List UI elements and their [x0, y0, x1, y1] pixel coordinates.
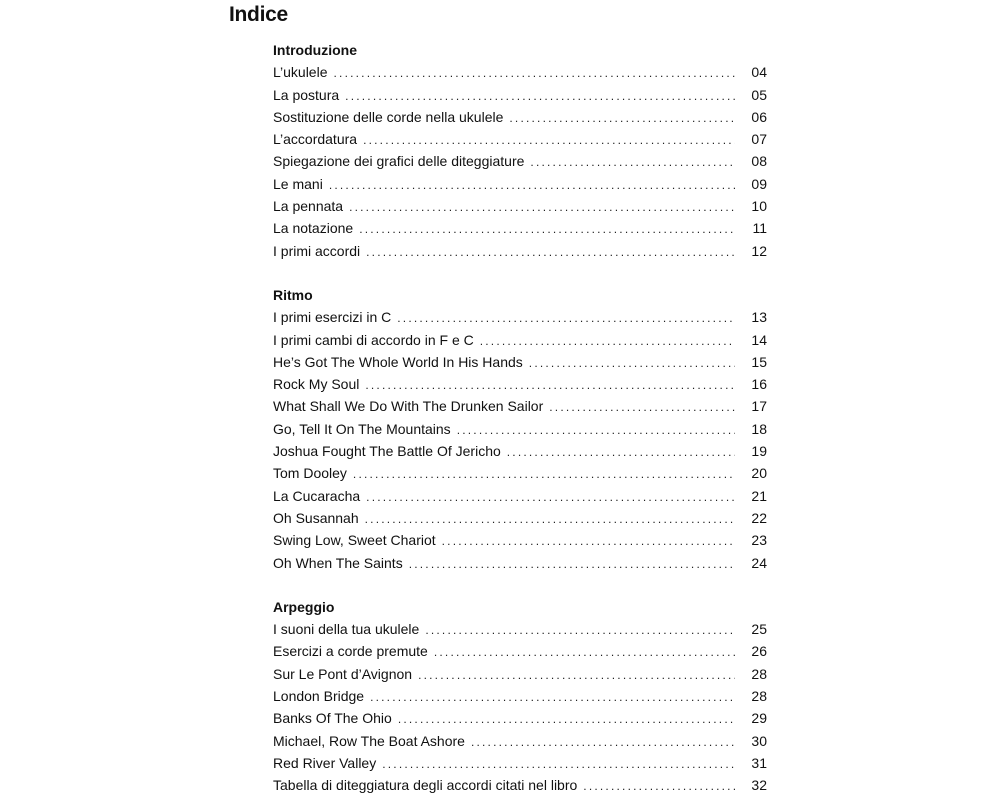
entry-title: I primi esercizi in C — [273, 309, 392, 326]
toc-entry[interactable] — [273, 640, 767, 662]
dot-leader — [471, 731, 735, 753]
entry-title: Tom Dooley — [273, 465, 347, 482]
dot-leader — [397, 307, 735, 329]
entry-page-number: 23 — [751, 532, 767, 549]
entry-page-number: 30 — [751, 732, 767, 749]
dot-leader — [530, 151, 735, 173]
dot-leader — [363, 129, 735, 151]
entry-page-number: 25 — [751, 621, 767, 638]
entry-page-number: 16 — [751, 376, 767, 393]
toc-entry[interactable] — [273, 462, 767, 484]
toc-entry[interactable] — [273, 707, 767, 729]
toc-entry[interactable] — [273, 663, 767, 685]
entry-page-number: 18 — [751, 420, 767, 437]
entry-title: Sur Le Pont d’Avignon — [273, 665, 413, 682]
entry-page-number: 26 — [751, 643, 767, 660]
entry-page-number: 20 — [751, 465, 767, 482]
entry-page-number: 15 — [751, 353, 767, 370]
toc-entry[interactable] — [273, 217, 767, 239]
dot-leader — [349, 196, 735, 218]
dot-leader — [425, 619, 735, 641]
dot-leader — [345, 85, 735, 107]
toc-entry[interactable] — [273, 128, 767, 150]
entry-title: I suoni della tua ukulele — [273, 621, 420, 638]
entry-title: Banks Of The Ohio — [273, 710, 392, 727]
toc-entry[interactable] — [273, 440, 767, 462]
dot-leader — [365, 508, 735, 530]
entry-title: L’accordatura — [273, 131, 358, 148]
entry-title: Joshua Fought The Battle Of Jericho — [273, 443, 501, 460]
entry-page-number: 29 — [751, 710, 767, 727]
dot-leader — [418, 664, 735, 686]
page-title: Indice — [229, 3, 288, 26]
entry-page-number: 05 — [751, 86, 767, 103]
entry-title: La notazione — [273, 220, 354, 237]
dot-leader — [507, 441, 735, 463]
dot-leader — [366, 486, 735, 508]
entry-page-number: 06 — [751, 108, 767, 125]
entry-title: London Bridge — [273, 688, 365, 705]
entry-page-number: 08 — [751, 153, 767, 170]
entry-title: Sostituzione delle corde nella ukulele — [273, 108, 504, 125]
table-of-contents — [273, 39, 767, 797]
entry-title: Esercizi a corde premute — [273, 643, 428, 660]
entry-title: Tabella di diteggiatura degli accordi citati nel libro — [273, 777, 578, 794]
toc-entry[interactable] — [273, 774, 767, 796]
toc-entry[interactable] — [273, 618, 767, 640]
entry-title: L’ukulele — [273, 64, 328, 81]
dot-leader — [434, 641, 735, 663]
toc-entry[interactable] — [273, 61, 767, 83]
toc-entry[interactable] — [273, 730, 767, 752]
dot-leader — [366, 241, 735, 263]
toc-entry[interactable] — [273, 485, 767, 507]
entry-page-number: 22 — [751, 509, 767, 526]
entry-title: He’s Got The Whole World In His Hands — [273, 353, 523, 370]
entry-page-number: 21 — [751, 487, 767, 504]
dot-leader — [382, 753, 735, 775]
section-entries — [273, 306, 767, 574]
dot-leader — [409, 553, 735, 575]
toc-entry[interactable] — [273, 84, 767, 106]
entry-page-number: 07 — [751, 131, 767, 148]
entry-page-number: 13 — [751, 309, 767, 326]
dot-leader — [509, 107, 735, 129]
entry-title: Swing Low, Sweet Chariot — [273, 532, 436, 549]
toc-entry[interactable] — [273, 507, 767, 529]
dot-leader — [365, 374, 735, 396]
toc-entry[interactable] — [273, 351, 767, 373]
toc-entry[interactable] — [273, 195, 767, 217]
toc-entry[interactable] — [273, 150, 767, 172]
entry-title: Oh When The Saints — [273, 554, 403, 571]
entry-page-number: 11 — [752, 220, 767, 237]
toc-entry[interactable] — [273, 240, 767, 262]
toc-entry[interactable] — [273, 552, 767, 574]
toc-entry[interactable] — [273, 685, 767, 707]
toc-entry[interactable] — [273, 395, 767, 417]
dot-leader — [457, 419, 735, 441]
entry-page-number: 19 — [751, 443, 767, 460]
entry-title: Rock My Soul — [273, 376, 360, 393]
toc-section — [273, 284, 767, 574]
toc-entry[interactable] — [273, 418, 767, 440]
entry-title: Spiegazione dei grafici delle diteggiature — [273, 153, 525, 170]
dot-leader — [370, 686, 735, 708]
entry-title: Michael, Row The Boat Ashore — [273, 732, 465, 749]
entry-page-number: 12 — [751, 242, 767, 259]
toc-entry[interactable] — [273, 306, 767, 328]
toc-section — [273, 596, 767, 797]
toc-entry[interactable] — [273, 752, 767, 774]
dot-leader — [549, 396, 735, 418]
entry-title: I primi accordi — [273, 242, 361, 259]
entry-page-number: 14 — [751, 331, 767, 348]
entry-page-number: 04 — [751, 64, 767, 81]
entry-page-number: 28 — [751, 688, 767, 705]
dot-leader — [329, 174, 735, 196]
entry-page-number: 28 — [751, 665, 767, 682]
entry-title: Oh Susannah — [273, 509, 359, 526]
toc-entry[interactable] — [273, 529, 767, 551]
dot-leader — [442, 530, 735, 552]
entry-page-number: 17 — [751, 398, 767, 415]
dot-leader — [334, 62, 736, 84]
toc-entry[interactable] — [273, 373, 767, 395]
dot-leader — [353, 463, 735, 485]
entry-page-number: 24 — [751, 554, 767, 571]
toc-entry[interactable] — [273, 173, 767, 195]
dot-leader — [398, 708, 735, 730]
section-heading: Arpeggio — [273, 598, 335, 615]
section-heading: Ritmo — [273, 286, 313, 303]
entry-title: La pennata — [273, 198, 344, 215]
entry-page-number: 10 — [751, 198, 767, 215]
entry-page-number: 31 — [751, 754, 767, 771]
toc-section — [273, 39, 767, 262]
dot-leader — [529, 352, 735, 374]
section-entries — [273, 61, 767, 262]
entry-title: Le mani — [273, 175, 323, 192]
entry-title: Go, Tell It On The Mountains — [273, 420, 451, 437]
dot-leader — [583, 775, 735, 797]
toc-entry[interactable] — [273, 329, 767, 351]
entry-page-number: 09 — [751, 175, 767, 192]
entry-title: Red River Valley — [273, 754, 377, 771]
entry-title: La postura — [273, 86, 340, 103]
dot-leader — [480, 330, 735, 352]
entry-page-number: 32 — [751, 777, 767, 794]
toc-entry[interactable] — [273, 106, 767, 128]
entry-title: What Shall We Do With The Drunken Sailor — [273, 398, 544, 415]
entry-title: La Cucaracha — [273, 487, 361, 504]
section-entries — [273, 618, 767, 796]
entry-title: I primi cambi di accordo in F e C — [273, 331, 474, 348]
section-heading: Introduzione — [273, 42, 357, 58]
dot-leader — [359, 218, 735, 240]
